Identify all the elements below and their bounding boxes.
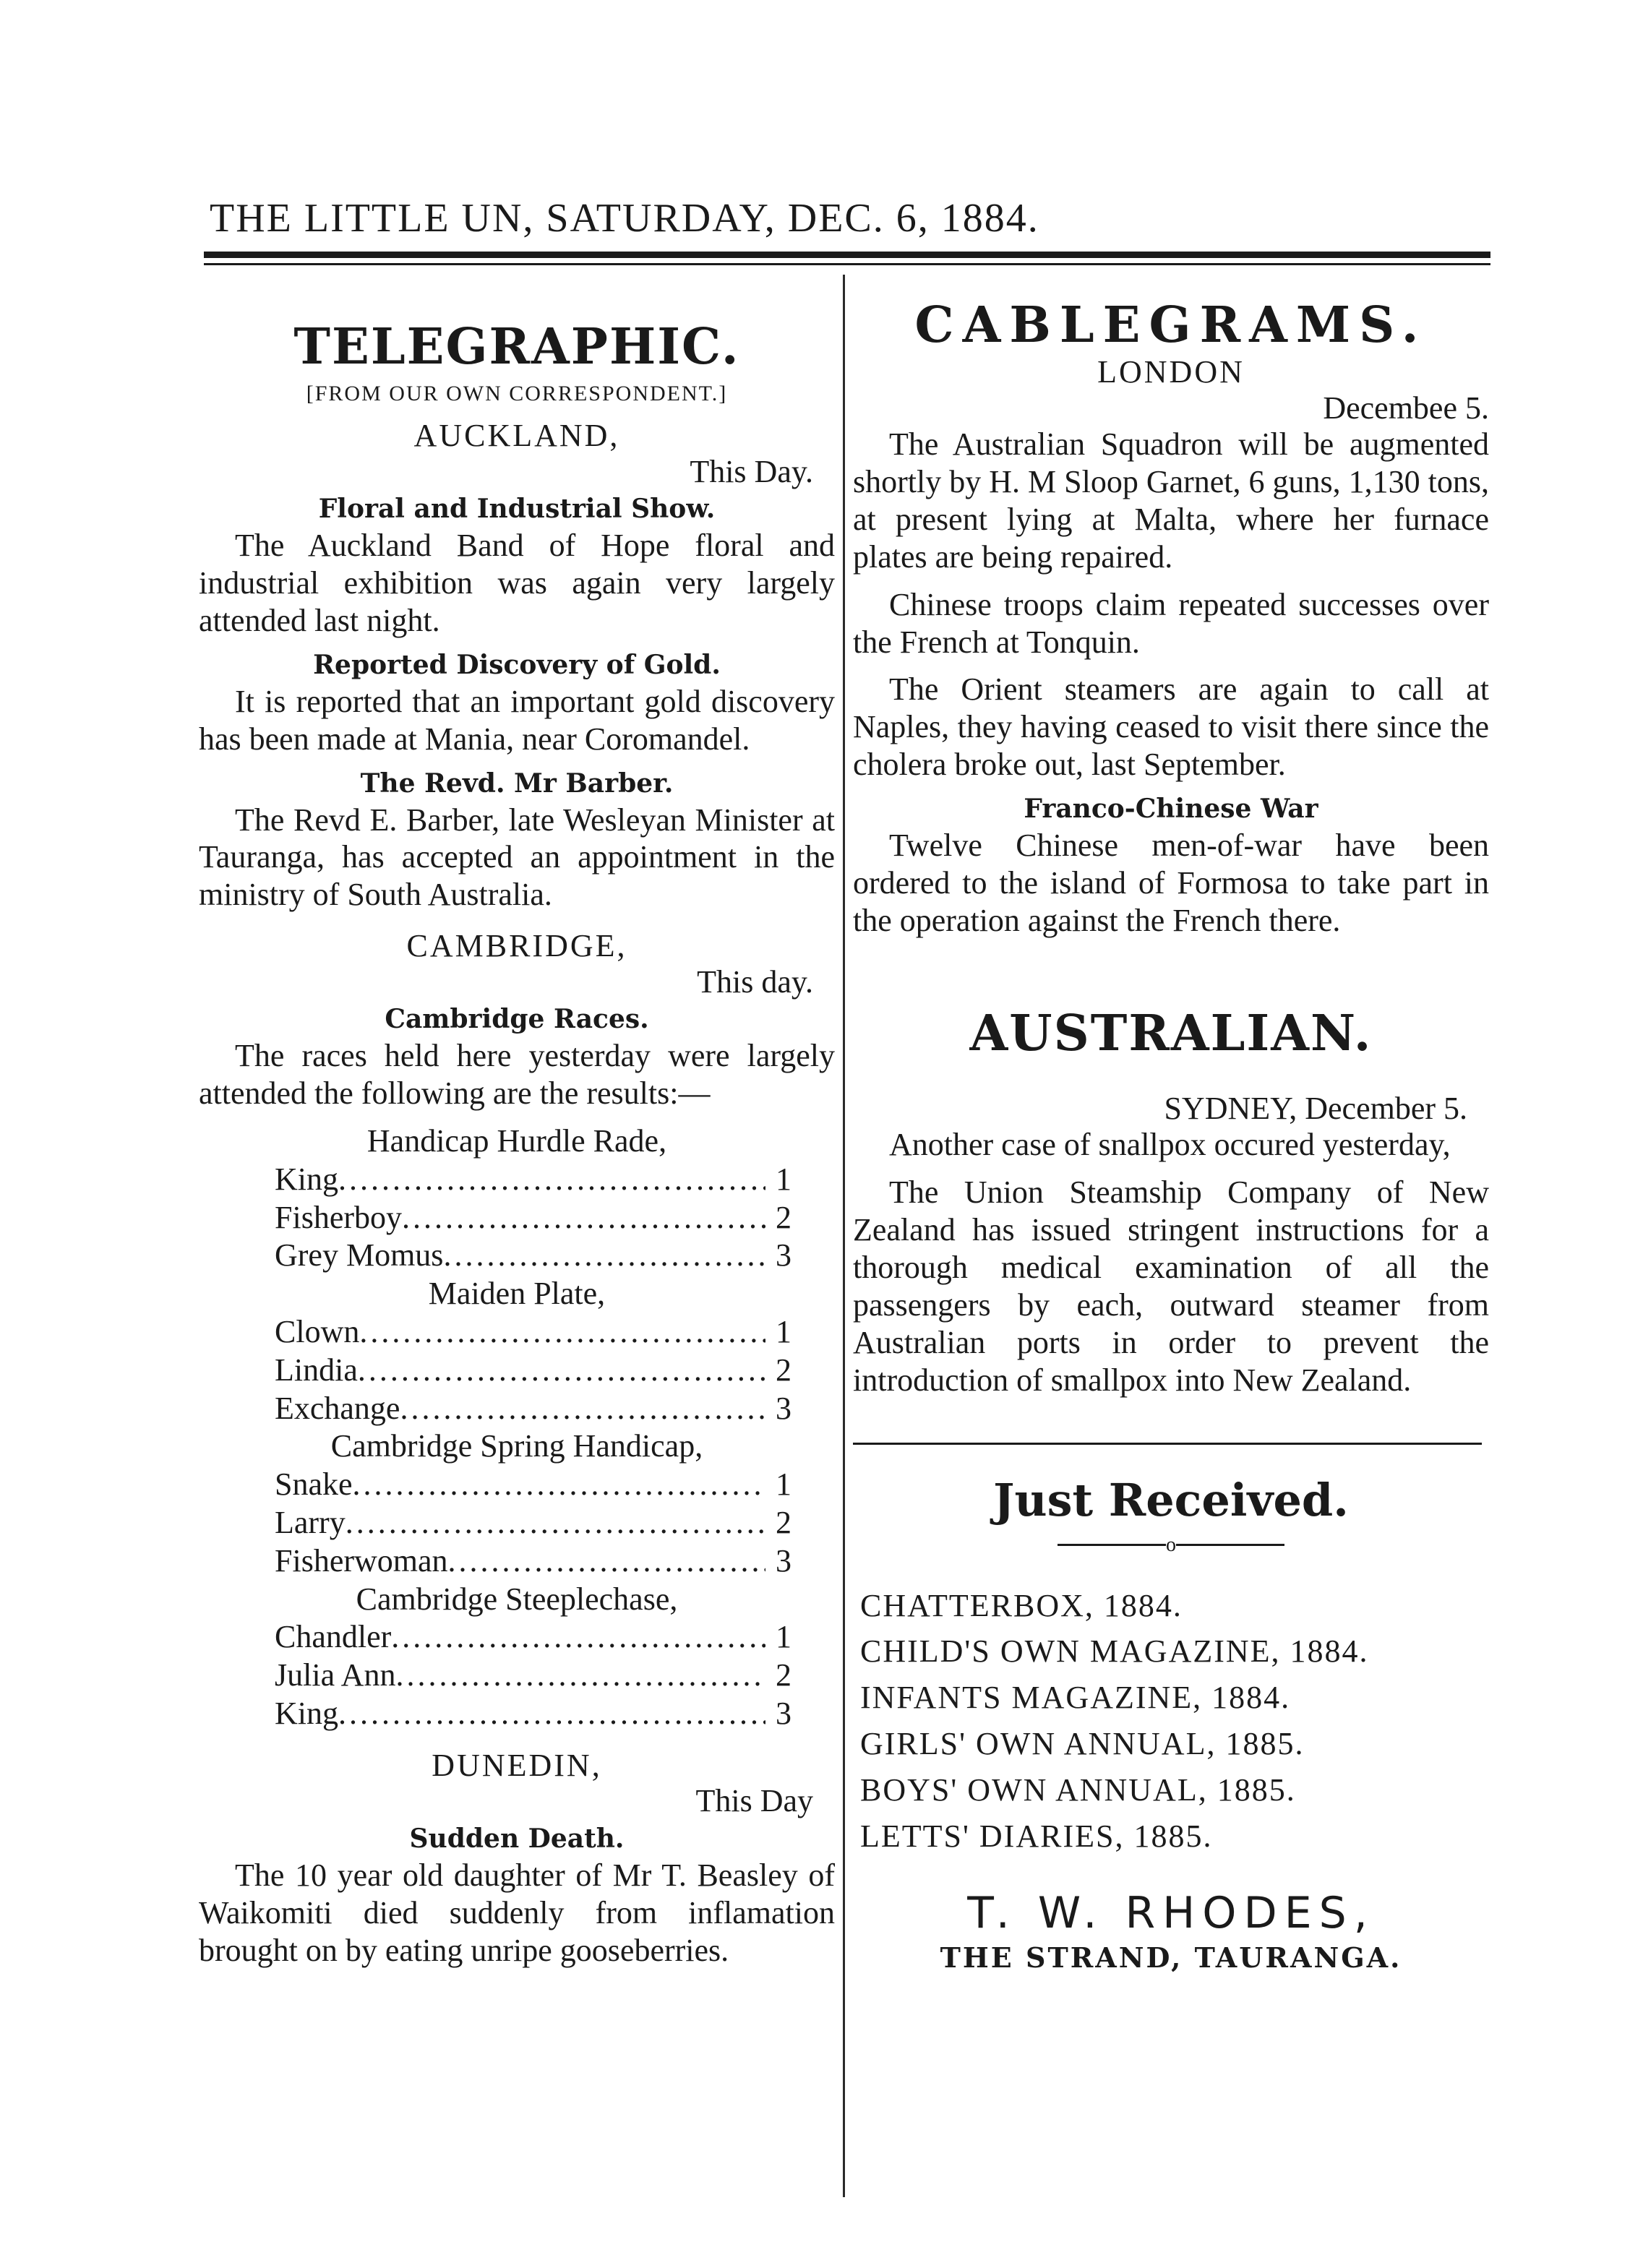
race-title: Maiden Plate, xyxy=(428,1276,606,1312)
list-item: BOYS' OWN ANNUAL, 1885. xyxy=(860,1771,1296,1808)
horse-name: Exchange xyxy=(275,1390,400,1426)
advert-title: Just Received. xyxy=(993,1473,1349,1526)
list-item: INFANTS MAGAZINE, 1884. xyxy=(860,1680,1291,1716)
masthead-rule-thin xyxy=(204,263,1490,265)
leader-dots xyxy=(443,1237,765,1275)
race-result xyxy=(275,1199,792,1237)
race-block xyxy=(199,1122,835,1275)
masthead: THE LITTLE UN, SATURDAY, DEC. 6, 1884. xyxy=(210,196,1039,241)
list-item: CHILD'S OWN MAGAZINE, 1884. xyxy=(860,1633,1369,1670)
placing: 1 xyxy=(776,1161,792,1197)
race-result xyxy=(275,1657,792,1695)
list-item: LETTS' DIARIES, 1885. xyxy=(860,1818,1213,1854)
race-title: Cambridge Spring Handicap, xyxy=(330,1428,703,1464)
leader-dots xyxy=(391,1618,765,1657)
horse-name: King xyxy=(275,1161,338,1197)
advertisement xyxy=(853,1474,1489,1975)
race-block xyxy=(199,1581,835,1733)
horse-name: Grey Momus xyxy=(275,1237,444,1273)
horse-name: Chandler xyxy=(275,1619,392,1655)
horse-name: Snake xyxy=(275,1466,353,1503)
placing: 1 xyxy=(776,1619,792,1655)
leader-dots xyxy=(338,1695,765,1733)
dateline-sydney: SYDNEY, December 5. xyxy=(1164,1090,1467,1126)
masthead-rule xyxy=(204,252,1490,258)
horse-name: Clown xyxy=(275,1314,360,1350)
race-result xyxy=(275,1542,792,1581)
placing: 3 xyxy=(776,1695,792,1731)
leader-dots xyxy=(395,1657,765,1695)
horse-name: Julia Ann xyxy=(275,1657,396,1693)
placing: 2 xyxy=(776,1657,792,1693)
headline: Sudden Death. xyxy=(409,1823,625,1854)
list-item: CHATTERBOX, 1884. xyxy=(860,1587,1183,1623)
leader-dots xyxy=(358,1352,765,1390)
place-dunedin: DUNEDIN, xyxy=(432,1747,602,1783)
headline: Floral and Industrial Show. xyxy=(318,493,716,524)
placing: 2 xyxy=(776,1199,792,1235)
date-cambridge: This day. xyxy=(697,963,813,1000)
race-result xyxy=(275,1504,792,1542)
column-divider xyxy=(843,275,845,2197)
article-text: Another case of snallpox occured yesterday, xyxy=(889,1127,1451,1163)
horse-name: Larry xyxy=(275,1505,346,1540)
section-separator xyxy=(853,1443,1482,1445)
race-result xyxy=(275,1695,792,1733)
horse-name: Fisherwoman xyxy=(275,1542,448,1578)
placing: 3 xyxy=(776,1237,792,1273)
article-text: The Auckland Band of Hope floral and industrial exhibition was again very largely attended last night. xyxy=(199,527,835,638)
section-title-cablegrams: CABLEGRAMS. xyxy=(914,296,1428,354)
article-text: The Revd E. Barber, late Wesleyan Minister at Tauranga, has accepted an appointment in the ministry of South Australia. xyxy=(199,802,835,913)
leader-dots xyxy=(400,1390,765,1428)
article-text: The Australian Squadron will be augmented shortly by H. M Sloop Garnet, 6 guns, 1,130 tons, at present lying at Malta, where her furnace plates are being repaired. xyxy=(853,426,1489,575)
race-result xyxy=(275,1390,792,1428)
date-auckland: This Day. xyxy=(690,453,813,489)
leader-dots xyxy=(448,1542,765,1581)
advert-list xyxy=(853,1583,1489,1860)
seller-name: T. W. RHODES, xyxy=(967,1888,1375,1939)
list-item: GIRLS' OWN ANNUAL, 1885. xyxy=(860,1725,1305,1761)
date-london: Decembee 5. xyxy=(1323,390,1489,426)
race-block xyxy=(199,1275,835,1427)
section-title-australian: AUSTRALIAN. xyxy=(969,1004,1373,1062)
correspondent-note: [FROM OUR OWN CORRESPONDENT.] xyxy=(306,382,728,405)
race-result xyxy=(275,1618,792,1657)
article-text: The races held here yesterday were largely attended the following are the results:— xyxy=(199,1038,835,1112)
horse-name: Fisherboy xyxy=(275,1199,402,1235)
date-dunedin: This Day xyxy=(695,1783,813,1819)
race-result xyxy=(275,1352,792,1390)
horse-name: King xyxy=(275,1695,338,1731)
article-text: It is reported that an important gold discovery has been made at Mania, near Coromandel. xyxy=(199,683,835,757)
headline: Cambridge Races. xyxy=(385,1004,649,1035)
headline: Reported Discovery of Gold. xyxy=(313,649,721,680)
ornament-rule xyxy=(853,1534,1489,1557)
headline: The Revd. Mr Barber. xyxy=(360,768,674,799)
horse-name: Lindia xyxy=(275,1352,358,1388)
article-text: The Union Steamship Company of New Zealand has issued stringent instructions for a thorough medical examination of all the passengers by each, outward steamer from Australian ports in order to prevent the introduction of smallpox into New Zealand. xyxy=(853,1174,1489,1398)
placing: 2 xyxy=(776,1505,792,1540)
leader-dots xyxy=(338,1161,765,1199)
race-result xyxy=(275,1237,792,1275)
placing: 1 xyxy=(776,1466,792,1503)
race-result xyxy=(275,1466,792,1504)
placing: 1 xyxy=(776,1314,792,1350)
article-text: Twelve Chinese men-of-war have been ordered to the island of Formosa to take part in the operation against the French there. xyxy=(853,828,1489,938)
ornament-line-right xyxy=(1176,1544,1284,1546)
article-text: The 10 year old daughter of Mr T. Beasley of Waikomiti died suddenly from inflamation brought on by eating unripe gooseberries. xyxy=(199,1857,835,1968)
race-block xyxy=(199,1427,835,1580)
article-text: The Orient steamers are again to call at Naples, they having ceased to visit there since the cholera broke out, last September. xyxy=(853,671,1489,783)
place-london: LONDON xyxy=(1097,354,1245,390)
leader-dots xyxy=(346,1504,765,1542)
headline: Franco-Chinese War xyxy=(1024,794,1318,825)
ornament-glyph: o xyxy=(1166,1533,1176,1556)
section-title-telegraphic: TELEGRAPHIC. xyxy=(293,318,740,376)
right-column xyxy=(853,275,1489,1974)
leader-dots xyxy=(402,1199,765,1237)
race-result xyxy=(275,1161,792,1199)
placing: 3 xyxy=(776,1390,792,1426)
race-title: Cambridge Steeplechase, xyxy=(356,1581,678,1617)
place-auckland: AUCKLAND, xyxy=(413,418,620,453)
placing: 2 xyxy=(776,1352,792,1388)
ornament-line-left xyxy=(1058,1544,1166,1546)
leader-dots xyxy=(359,1313,765,1352)
race-result xyxy=(275,1313,792,1352)
left-column xyxy=(199,275,835,1979)
placing: 3 xyxy=(776,1542,792,1578)
place-cambridge: CAMBRIDGE, xyxy=(406,928,627,964)
article-text: Chinese troops claim repeated successes over the French at Tonquin. xyxy=(853,586,1489,660)
race-title: Handicap Hurdle Rade, xyxy=(366,1123,667,1159)
seller-address: THE STRAND, TAURANGA. xyxy=(940,1941,1402,1975)
leader-dots xyxy=(353,1466,765,1504)
